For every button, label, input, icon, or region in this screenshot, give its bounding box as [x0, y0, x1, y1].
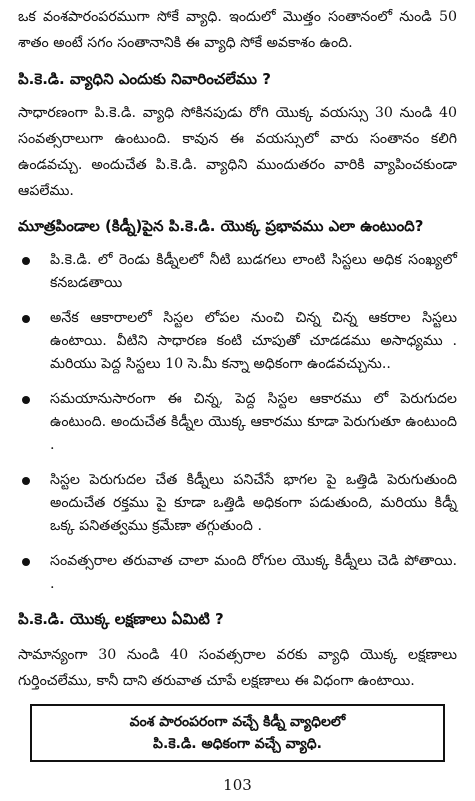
list-item [18, 469, 457, 538]
list-item [18, 550, 457, 596]
intro-paragraph: ఒక వంశపారంపరముగా సోకే వ్యాధి. ఇందులో మొత్తం సంతానంలో నుండి 50 శాతం అంటే సగం సంతానానికి ఈ వ్యాధి సోకే అవకాశం ఉంది. [18, 9, 457, 51]
bullet-icon [22, 477, 30, 485]
list-item [18, 307, 457, 376]
bullet-icon [22, 558, 30, 566]
list-item-text: పి.కె.డి. లో రెండు కిడ్నీలలో నీటి బుడగలు లాంటి సిస్టలు అధిక సంఖ్యలో కనబడతాయి [50, 252, 457, 291]
list-item-text: సంవత్సరాల తరువాత చాలా మంది రోగుల యొక్క కిడ్నీలు చెడి పోతాయి. . [50, 553, 457, 592]
highlight-box-line-2: పి.కె.డి. అధికంగా వచ్చే వ్యాధి. [153, 736, 322, 752]
bullet-icon [22, 396, 30, 404]
kidney-effect-list [18, 249, 457, 596]
highlight-box-line-1: వంశ పారంపరంగా వచ్చే కిడ్నీ వ్యాధిలలో [129, 714, 346, 730]
heading-symptoms: పి.కె.డి. యొక్క లక్షణాలు ఏమిటి ? [18, 610, 224, 628]
bullet-icon [22, 257, 30, 265]
highlight-box [30, 704, 445, 762]
bullet-icon [22, 315, 30, 323]
list-item [18, 388, 457, 457]
list-item-text: సమయానుసారంగా ఈ చిన్న, పెద్ద సిస్టల ఆకారము లో పెరుగుదల ఉంటుంది. అందుచేత కిడ్నీల యొక్క ఆకారము కూడా పెరుగుతూ ఉంటుంది . [50, 391, 457, 453]
heading-kidney-effect: మూత్రపిండాల (కిడ్నీ)పైన పి.కె.డి. యొక్క ప్రభావము ఎలా ఉంటుంది? [18, 217, 424, 235]
list-item-text: సిస్టల పెరుగుదల చేత కిడ్నీలు పనిచేసే భాగల పై ఒత్తిడి పెరుగుతుంది అందుచేత రక్తము పై కూడా ఒత్తిడి అధికంగా పడుతుంది, మరియు కిడ్నీ ఒక్క పనితత్వము క్రమేణా తగ్గుతుంది . [50, 472, 457, 534]
heading-prevention: పి.కె.డి. వ్యాధిని ఎందుకు నివారించలేము ? [18, 70, 271, 88]
page-number: 103 [223, 776, 252, 794]
symptoms-paragraph: సామాన్యంగా 30 నుండి 40 సంవత్సరాల వరకు వ్యాధి యొక్క లక్షణాలు గుర్తించలేము, కానీ దాని తరువాత చూపే లక్షణాలు ఈ విధంగా ఉంటాయి. [18, 647, 457, 689]
list-item [18, 249, 457, 295]
prevention-paragraph: సాధారణంగా పి.కె.డి. వ్యాధి సోకినపుడు రోగి యొక్క వయస్సు 30 నుండి 40 సంవత్సరాలుగా ఉంటుంది. కావున ఈ వయస్సులో వారు సంతానం కలిగి ఉండవచ్చు. అందుచేత పి.కె.డి. వ్యాధిని ముందుతరం వారికి వ్యాపించకుండా ఆపలేము. [18, 105, 457, 199]
list-item-text: అనేక ఆకారాలలో సిస్టల లోపల నుంచి చిన్న చిన్న ఆకరాల సిస్టలు ఉంటాయి. వీటిని సాధారణ కంటి చూపుతో చూడడము అసాధ్యము . మరియు పెద్ద సిస్టలు 10 సె.మీ కన్నా అధికంగా ఉండవచ్చును.. [50, 310, 457, 372]
